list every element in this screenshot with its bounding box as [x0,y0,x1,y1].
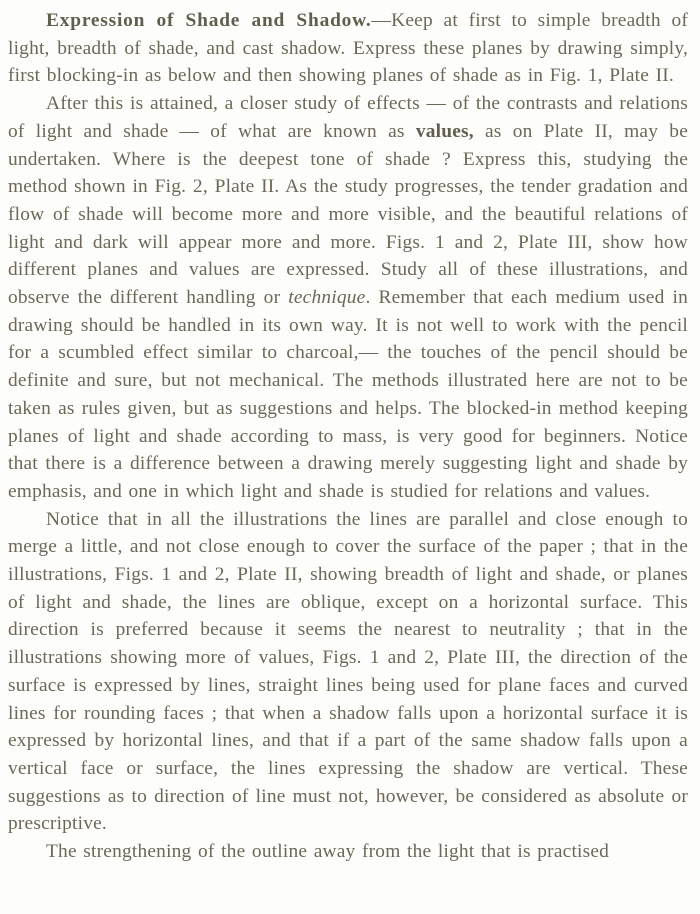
paragraph [8,90,688,506]
paragraph [8,506,688,838]
text-run-italic: technique [288,287,366,309]
paragraph [8,838,688,866]
section-heading: Expression of Shade and Shadow. [46,10,372,31]
page-text [8,7,688,866]
paragraph [8,7,688,90]
text-run-regular: . Remember that each medium used in drawing should be handled in its own way. It is not well to work with the pencil for a scumbled effect similar to charcoal,— the touches of the pencil should be definite and sure, but not mechanical. The methods illustrated here are not to be taken as rules given, but as suggestions and helps. The blocked-in method keeping planes of light and shade according to mass, is very good for beginners. Notice that there is a difference between a drawing merely suggesting light and shade by emphasis, and one in which light and shade is studied for relations and values. [8,287,688,502]
text-run-bold: values, [415,120,474,142]
text-run-regular: After this is attained, a closer study of effects — of the contrasts and relations of light and shade — of what are known as [8,93,688,142]
text-run-regular: Notice that in all the illustrations the lines are parallel and close enough to merge a little, and not close enough to cover the surface of the paper ; that in the illustrations, Figs. 1 and 2, Plate II, showing breadth of light and shade, or planes of light and shade, the lines are oblique, except on a horizontal surface. This direction is preferred because it seems the nearest to neutrality ; that in the illustrations showing more of values, Figs. 1 and 2, Plate III, the direction of the surface is expressed by lines, straight lines being used for plane faces and curved lines for rounding faces ; that when a shadow falls upon a horizontal surface it is expressed by horizontal lines, and that if a part of the same shadow falls upon a vertical face or surface, the lines expressing the shadow are vertical. These suggestions as to direction of line must not, however, be considered as absolute or prescriptive. [8,508,688,835]
text-run-regular: —Keep at first to simple breadth of light, breadth of shade, and cast shadow. Express these planes by drawing simply, first blocking-in as below and then showing planes of shade as in Fig. 1, Plate II. [8,10,688,87]
text-run-regular: The strengthening of the outline away from the light that is practised [46,841,610,863]
text-run-regular: as on Plate II, may be undertaken. Where is the deepest tone of shade ? Express this, studying the method shown in Fig. 2, Plate II. As the study progresses, the tender gradation and flow of shade will become more and more visible, and the beautiful relations of light and dark will appear more and more. Figs. 1 and 2, Plate III, show how different planes and values are expressed. Study all of these illustrations, and observe the different handling or [8,120,688,309]
